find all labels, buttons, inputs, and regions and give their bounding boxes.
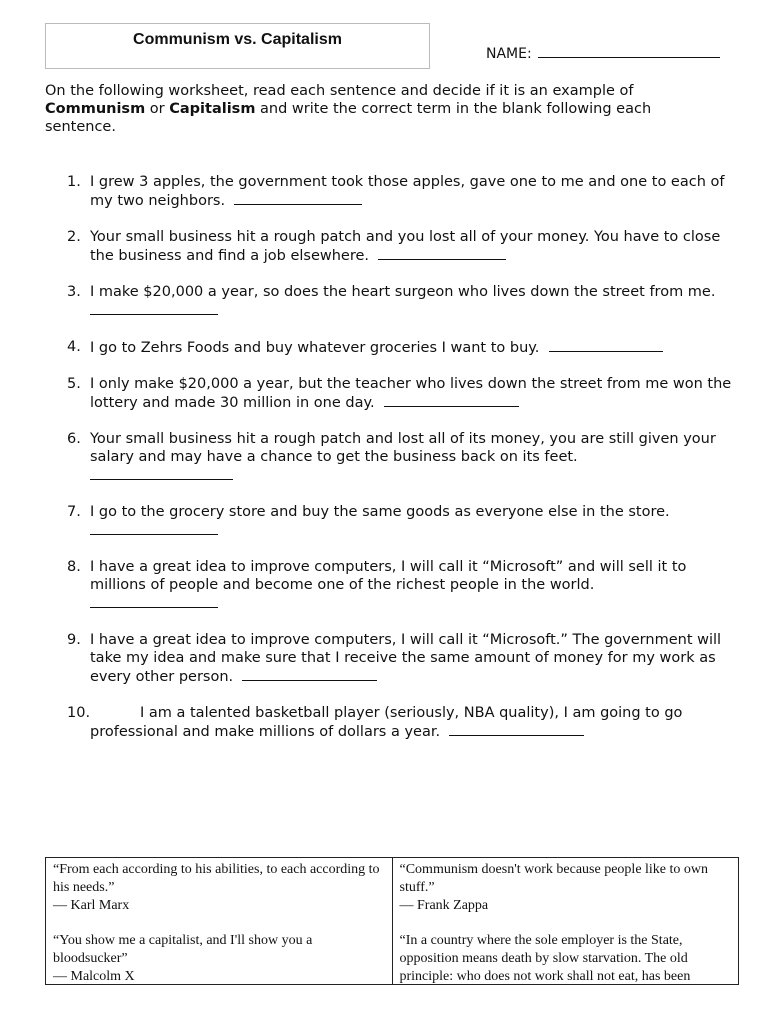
question-number: 4. bbox=[67, 339, 81, 355]
intro-text-1: On the following worksheet, read each sentence and decide if it is an example of bbox=[45, 83, 634, 99]
answer-blank[interactable] bbox=[90, 301, 218, 315]
question-item bbox=[45, 228, 735, 265]
question-number: 6. bbox=[67, 431, 81, 447]
question-item bbox=[45, 173, 735, 210]
name-blank[interactable] bbox=[538, 45, 720, 58]
quote-author: — Karl Marx bbox=[53, 898, 130, 913]
quote bbox=[53, 932, 385, 985]
question-number: 7. bbox=[67, 504, 81, 520]
quote bbox=[400, 932, 732, 985]
answer-blank[interactable] bbox=[90, 466, 233, 480]
question-number: 3. bbox=[67, 284, 81, 300]
quote-text: “Communism doesn't work because people like to own stuff.” bbox=[399, 862, 709, 895]
question-number: 8. bbox=[67, 559, 81, 575]
answer-blank[interactable] bbox=[90, 594, 218, 608]
question-text: Your small business hit a rough patch and lost all of its money, you are still given your salary and may have a chance to get the business back on its feet. bbox=[90, 431, 716, 465]
name-field bbox=[486, 45, 720, 62]
intro-text-3: and write the correct term in the blank following each sentence. bbox=[45, 101, 652, 135]
quote-text: “You show me a capitalist, and I'll show you a bloodsucker” bbox=[53, 933, 313, 966]
instructions bbox=[45, 82, 725, 136]
intro-text-2: or bbox=[145, 101, 170, 117]
question-text: Your small business hit a rough patch and you lost all of your money. You have to close the business and find a job elsewhere. bbox=[90, 229, 721, 264]
answer-blank[interactable] bbox=[384, 393, 519, 407]
answer-blank[interactable] bbox=[449, 722, 584, 736]
question-item bbox=[45, 503, 735, 540]
quote bbox=[53, 861, 385, 915]
answer-blank[interactable] bbox=[234, 191, 362, 205]
quotes-right-column bbox=[392, 858, 738, 985]
quote-author: — Malcolm X bbox=[53, 969, 135, 984]
question-number: 9. bbox=[67, 632, 81, 648]
question-text: I am a talented basketball player (seriously, NBA quality), I am going to go professional and make millions of dollars a year. bbox=[90, 705, 683, 740]
question-list bbox=[45, 173, 735, 759]
question-item bbox=[45, 338, 735, 357]
quote-text: “In a country where the sole employer is the State, opposition means death by slow starvation. The old principle: who does not work shall not eat, has been bbox=[399, 933, 691, 984]
question-number: 2. bbox=[67, 229, 81, 245]
question-text: I go to the grocery store and buy the same goods as everyone else in the store. bbox=[90, 504, 670, 520]
answer-blank[interactable] bbox=[378, 246, 506, 260]
intro-capitalism: Capitalism bbox=[169, 101, 256, 117]
question-text: I only make $20,000 a year, but the teacher who lives down the street from me won the lottery and made 30 million in one day. bbox=[90, 376, 732, 411]
question-text: I have a great idea to improve computers, I will call it “Microsoft.” The government will take my idea and make sure that I receive the same amount of money for my work as every other person. bbox=[90, 632, 722, 685]
question-item bbox=[45, 430, 735, 485]
question-text: I grew 3 apples, the government took those apples, gave one to me and one to each of my two neighbors. bbox=[90, 174, 725, 209]
question-item bbox=[45, 631, 735, 686]
worksheet-title-box bbox=[45, 23, 430, 69]
question-number: 1. bbox=[67, 174, 81, 190]
worksheet-title: Communism vs. Capitalism bbox=[133, 31, 342, 48]
question-text: I go to Zehrs Foods and buy whatever groceries I want to buy. bbox=[90, 340, 540, 356]
question-text: I make $20,000 a year, so does the heart surgeon who lives down the street from me. bbox=[90, 284, 716, 300]
question-item bbox=[45, 375, 735, 412]
quote-text: “From each according to his abilities, to each according to his needs.” bbox=[53, 862, 380, 895]
question-number: 10. bbox=[67, 705, 91, 721]
question-text: I have a great idea to improve computers, I will call it “Microsoft” and will sell it to millions of people and become one of the richest people in the world. bbox=[90, 559, 687, 593]
quotes-table bbox=[45, 857, 739, 985]
quotes-left-column bbox=[46, 858, 392, 985]
answer-blank[interactable] bbox=[549, 338, 663, 352]
question-number: 5. bbox=[67, 376, 81, 392]
quote-author: — Frank Zappa bbox=[399, 898, 489, 913]
answer-blank[interactable] bbox=[90, 521, 218, 535]
answer-blank[interactable] bbox=[242, 667, 377, 681]
question-item bbox=[45, 283, 735, 320]
question-item bbox=[45, 558, 735, 613]
intro-communism: Communism bbox=[45, 101, 146, 117]
question-item bbox=[45, 704, 735, 741]
name-label: NAME: bbox=[486, 46, 532, 62]
quote bbox=[400, 861, 732, 915]
